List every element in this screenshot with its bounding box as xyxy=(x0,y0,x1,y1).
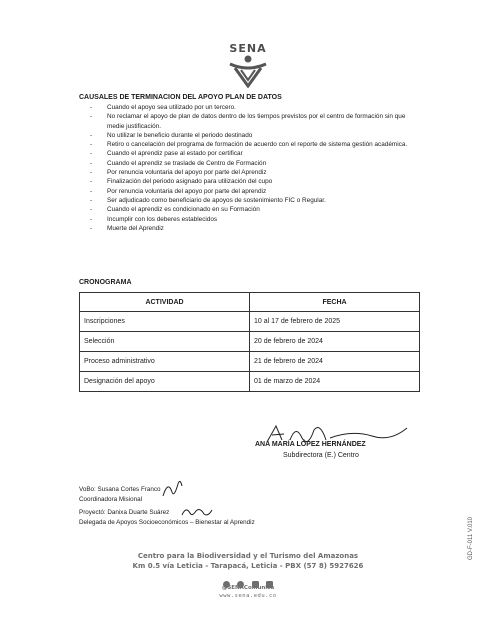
activity-cell: Proceso administrativo xyxy=(80,352,250,372)
list-item: - Ser adjudicado como beneficiario de apoyos de sostenimiento FIC o Regular. xyxy=(90,196,326,204)
causales-title: CAUSALES DE TERMINACION DEL APOYO PLAN DE DATOS xyxy=(79,94,282,101)
footer-address: Km 0.5 vía Leticia - Tarapacá, Leticia - PBX (57 8) 5927626 xyxy=(132,562,364,570)
activity-cell: Inscripciones xyxy=(80,312,250,332)
list-item: - Retiro o cancelación del programa de formación de acuerdo con el reporte de sistema gestión académica. xyxy=(90,141,408,149)
list-item: - Cuando el apoyo sea utilizado por un tercero. xyxy=(90,104,236,111)
form-code: GD-F-011 V.010 xyxy=(468,516,474,560)
date-cell: 20 de febrero de 2024 xyxy=(250,332,420,352)
signer-role: Subdirectora (E.) Centro xyxy=(283,452,359,459)
table-row xyxy=(80,352,420,372)
list-item: - Muerte del Aprendiz xyxy=(90,224,164,232)
activity-cell: Selección xyxy=(80,332,250,352)
list-item: - Cuando el aprendiz se traslade de Centro de Formación xyxy=(90,159,267,167)
table-row xyxy=(80,372,420,392)
proyecto-block xyxy=(79,508,255,528)
header-actividad: ACTIVIDAD xyxy=(80,293,250,312)
table-row xyxy=(80,332,420,352)
vobo-initials xyxy=(160,476,184,500)
list-item: - Cuando el aprendiz es condicionado en su Formación xyxy=(90,206,260,214)
table-header-row xyxy=(80,293,420,312)
causales-list xyxy=(90,103,420,233)
website-link[interactable]: www.sena.edu.co xyxy=(219,593,277,599)
proyecto-initials xyxy=(180,505,214,519)
vobo-role: Coordinadora Misional xyxy=(79,496,143,503)
list-item: - No reclamar el apoyo de plan de datos dentro de los tiempos previstos por el centro de formación sin que medie justificación. xyxy=(90,113,406,130)
list-item: - No utilizar le beneficio durante el periodo destinado xyxy=(90,131,253,139)
cronograma-title: CRONOGRAMA xyxy=(79,279,132,286)
proyecto-line: Proyectó: Danixa Duarte Suárez xyxy=(79,509,170,516)
logo-text: SENA xyxy=(229,42,267,55)
list-item: - Incumplir con los deberes establecidos xyxy=(90,215,218,223)
table-row xyxy=(80,312,420,332)
list-item: - Cuando el aprendiz pase al estado por certificar xyxy=(90,150,243,158)
list-item: - Por renuncia voluntaria del apoyo por parte del Aprendiz xyxy=(90,169,267,177)
proyecto-role: Delegada de Apoyos Socioeconómicos – Bienestar al Aprendiz xyxy=(79,519,255,526)
social-handle: @SENAComunica xyxy=(221,585,275,591)
sena-emblem-icon xyxy=(226,54,270,88)
vobo-line: VoBo: Susana Cortes Franco xyxy=(79,486,161,493)
list-item: - Finalización del periodo asignado para utilización del cupo xyxy=(90,178,273,186)
footer-center-name: Centro para la Biodiversidad y el Turismo del Amazonas xyxy=(137,552,359,560)
activity-cell: Designación del apoyo xyxy=(80,372,250,392)
list-item: - Por renuncia voluntaria del apoyo por parte del aprendiz xyxy=(90,187,267,195)
vobo-block xyxy=(79,485,161,505)
signer-name: ANA MARÍA LÓPEZ HERNÁNDEZ xyxy=(255,441,366,448)
cronograma-table xyxy=(79,292,420,392)
date-cell: 10 al 17 de febrero de 2025 xyxy=(250,312,420,332)
date-cell: 21 de febrero de 2024 xyxy=(250,352,420,372)
sena-logo xyxy=(219,42,277,88)
date-cell: 01 de marzo de 2024 xyxy=(250,372,420,392)
header-fecha: FECHA xyxy=(250,293,420,312)
